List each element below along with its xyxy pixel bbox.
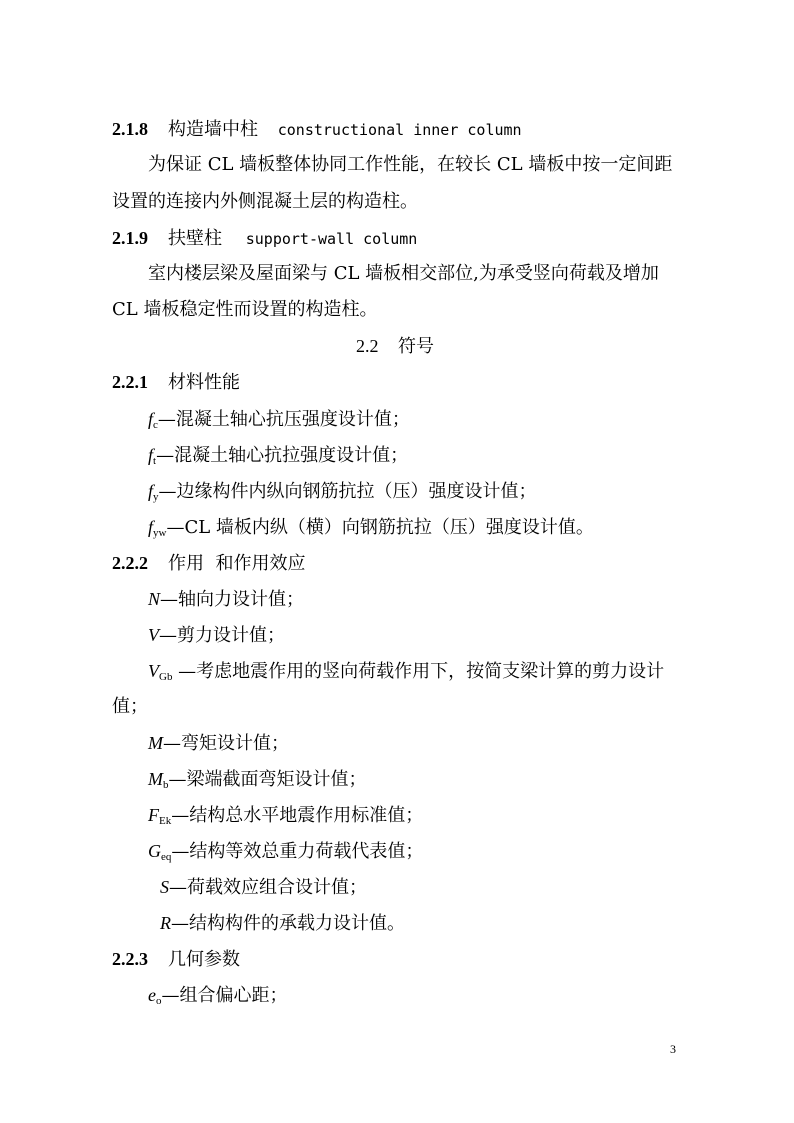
symbol: M — [148, 733, 163, 753]
paragraph-line: 室内楼层梁及屋面梁与 CL 墙板相交部位,为承受竖向荷载及增加 — [148, 263, 659, 284]
symbol-subscript: Gb — [159, 671, 173, 683]
symbol: N — [148, 589, 161, 609]
symbol-item — [148, 479, 537, 509]
symbol-description: —弯矩设计值； — [163, 733, 289, 754]
symbol-description: —梁端截面弯矩设计值； — [168, 769, 367, 790]
section-heading-2-1-9 — [112, 226, 417, 251]
symbol-description: —考虑地震作用的竖向荷载作用下，按简支梁计算的剪力设计 — [172, 661, 665, 682]
section-title-english: constructional inner column — [277, 121, 522, 139]
section-title: 材料性能 — [168, 372, 240, 393]
section-title: 几何参数 — [168, 949, 240, 970]
symbol-item — [148, 983, 288, 1013]
symbol-description: —混凝土轴心抗拉强度设计值； — [156, 445, 409, 466]
symbol-item-continuation: 值； — [112, 696, 148, 717]
chapter-title: 符号 — [398, 336, 434, 357]
symbol: R — [160, 913, 171, 933]
symbol-item — [148, 839, 423, 869]
symbol-subscript: b — [163, 779, 169, 791]
section-title-english: support-wall column — [245, 230, 418, 248]
section-heading-2-2-3 — [112, 947, 240, 972]
page-number: 3 — [670, 1042, 676, 1056]
symbol-item — [160, 911, 405, 941]
symbol-item — [148, 803, 423, 833]
symbol-item — [160, 875, 367, 905]
symbol: G — [148, 841, 161, 861]
symbol: f — [148, 481, 154, 501]
symbol: e — [148, 985, 156, 1005]
section-number: 2.2.1 — [112, 372, 148, 392]
symbol-subscript: o — [156, 995, 162, 1007]
symbol-subscript: yw — [153, 527, 167, 539]
symbol-description: —边缘构件内纵向钢筋抗拉（压）强度设计值； — [158, 481, 537, 502]
symbol-item — [148, 731, 289, 761]
symbol-subscript: y — [153, 491, 159, 503]
symbol-subscript: Ek — [159, 815, 172, 827]
symbol-description: —组合偏心距； — [161, 985, 288, 1006]
symbol-description: —结构等效总重力荷载代表值； — [171, 841, 424, 862]
symbol-subscript: eq — [161, 851, 172, 863]
symbol-subscript: c — [153, 419, 158, 431]
section-number: 2.2.2 — [112, 553, 148, 573]
symbol-item — [148, 587, 304, 617]
symbol: f — [148, 517, 154, 537]
paragraph-line: 为保证 CL 墙板整体协同工作性能，在较长 CL 墙板中按一定间距 — [148, 154, 673, 175]
symbol-description: —CL 墙板内纵（横）向钢筋抗拉（压）强度设计值。 — [166, 517, 594, 538]
symbol: V — [148, 661, 159, 681]
section-title: 作用 和作用效应 — [168, 553, 306, 574]
symbol-item — [148, 767, 367, 797]
symbol-item — [148, 515, 594, 545]
symbol: f — [148, 409, 154, 429]
symbol-item — [148, 623, 285, 653]
symbol-item — [148, 443, 408, 473]
symbol-description: —剪力设计值； — [159, 625, 285, 646]
symbol-description: —荷载效应组合设计值； — [169, 877, 367, 898]
paragraph-line: CL 墙板稳定性而设置的构造柱。 — [112, 299, 378, 320]
section-number: 2.1.9 — [112, 228, 148, 248]
symbol-description: —轴向力设计值； — [160, 589, 305, 610]
section-number: 2.1.8 — [112, 119, 148, 139]
section-heading-2-2-2 — [112, 551, 305, 576]
symbol: f — [148, 445, 154, 465]
section-title: 扶壁柱 — [168, 228, 222, 249]
chapter-number: 2.2 — [356, 336, 379, 356]
symbol: M — [148, 769, 163, 789]
section-heading-2-2-1 — [112, 370, 240, 395]
symbol-description: —结构总水平地震作用标准值； — [171, 805, 424, 826]
symbol-subscript: t — [153, 455, 157, 467]
symbol: S — [160, 877, 169, 897]
symbol-item — [148, 407, 410, 437]
paragraph-line: 设置的连接内外侧混凝土层的构造柱。 — [112, 191, 418, 212]
symbol-description: —混凝土轴心抗压强度设计值； — [157, 409, 410, 430]
symbol-item — [148, 659, 664, 689]
symbol: F — [148, 805, 159, 825]
section-title: 构造墙中柱 — [168, 119, 258, 140]
section-heading-2-1-8 — [112, 117, 522, 142]
chapter-heading-2-2 — [356, 334, 434, 359]
symbol: V — [148, 625, 159, 645]
symbol-description: —结构构件的承载力设计值。 — [171, 913, 405, 934]
section-number: 2.2.3 — [112, 949, 148, 969]
